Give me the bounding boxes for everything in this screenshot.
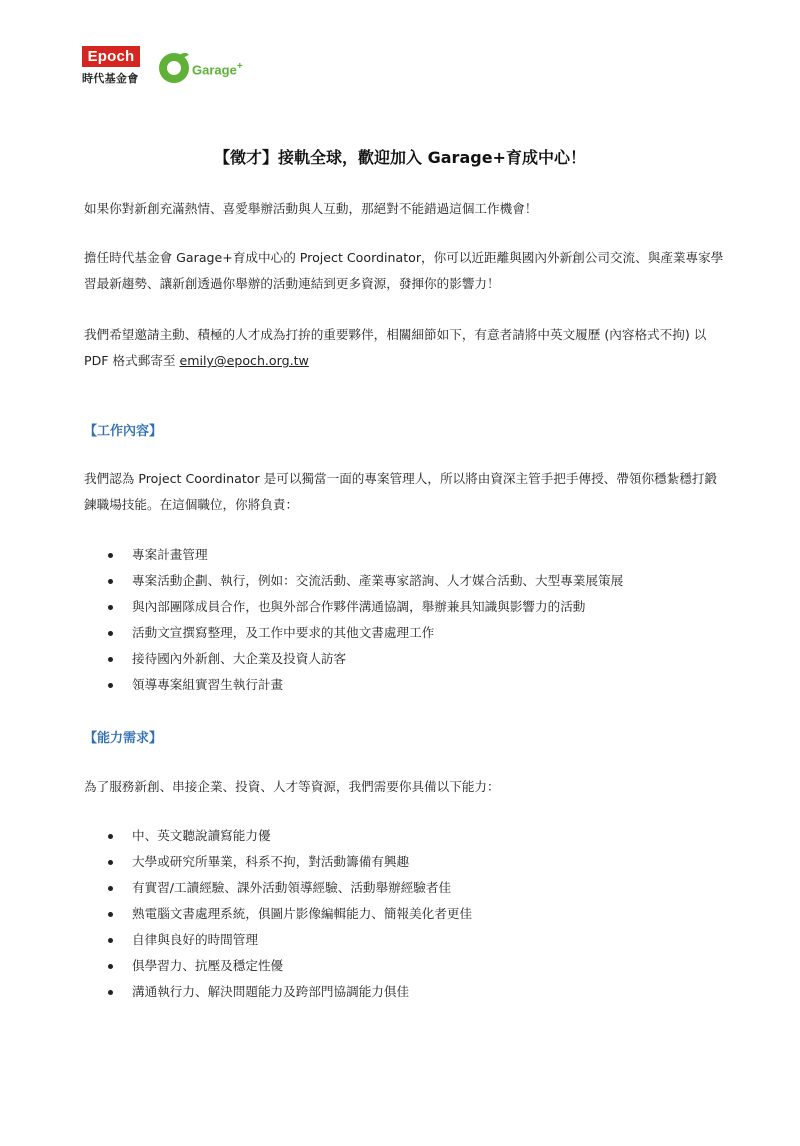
list-item-text: 溝通執行力、解決問題能力及跨部門協調能力俱佳 — [132, 984, 410, 999]
list-item-text: 專案計畫管理 — [132, 547, 208, 562]
garage-logo-text: Garage — [192, 62, 237, 78]
bullet-icon — [108, 990, 113, 995]
garage-logo-icon — [158, 50, 192, 84]
intro-paragraph-3 — [84, 322, 724, 374]
list-item-text: 中、英文聽說讀寫能力優 — [132, 828, 271, 843]
list-item — [84, 823, 472, 849]
bullet-icon — [108, 579, 113, 584]
list-item — [84, 849, 472, 875]
job-description: 我們認為 Project Coordinator 是可以獨當一面的專案管理人，所以將由資深主管手把手傳授、帶領你穩紮穩打鍛鍊職場技能。在這個職位，你將負責： — [84, 471, 718, 512]
job-duties-list — [84, 542, 623, 698]
bullet-icon — [108, 605, 113, 610]
list-item — [84, 620, 623, 646]
list-item — [84, 953, 472, 979]
bullet-icon — [108, 553, 113, 558]
list-item — [84, 875, 472, 901]
list-item-text: 專案活動企劃、執行，例如：交流活動、產業專家諮詢、人才媒合活動、大型專業展策展 — [132, 573, 624, 588]
skills-list — [84, 823, 472, 1005]
list-item-text: 領導專案組實習生執行計畫 — [132, 677, 284, 692]
garage-logo-plus: + — [236, 61, 243, 72]
epoch-logo — [82, 46, 140, 86]
list-item — [84, 646, 623, 672]
bullet-icon — [108, 912, 113, 917]
list-item — [84, 901, 472, 927]
email-link[interactable]: emily@epoch.org.tw — [179, 353, 309, 368]
list-item-text: 與內部團隊成員合作，也與外部合作夥伴溝通協調，舉辦兼具知識與影響力的活動 — [132, 599, 586, 614]
list-item — [84, 979, 472, 1005]
intro-paragraph-3-text: 我們希望邀請主動、積極的人才成為打拚的重要夥伴，相關細節如下，有意者請將中英文履歷 (內容格式不拘) 以 PDF 格式郵寄至 — [84, 327, 707, 368]
page-title: 【徵才】接軌全球，歡迎加入 Garage+育成中心！ — [214, 148, 586, 167]
list-item-text: 俱學習力、抗壓及穩定性優 — [132, 958, 284, 973]
list-item — [84, 594, 623, 620]
intro-paragraph-1: 如果你對新創充滿熱情、喜愛舉辦活動與人互動，那絕對不能錯過這個工作機會！ — [84, 201, 538, 216]
list-item-text: 熟電腦文書處理系統，俱圖片影像編輯能力、簡報美化者更佳 — [132, 906, 473, 921]
list-item-text: 活動文宣撰寫整理，及工作中要求的其他文書處理工作 — [132, 625, 435, 640]
bullet-icon — [108, 657, 113, 662]
intro-paragraph-2: 擔任時代基金會 Garage+育成中心的 Project Coordinator，你可以近距離與國內外新創公司交流、與產業專家學習最新趨勢、讓新創透過你舉辦的活動連結到更多資源，發揮你的影響力！ — [84, 250, 724, 291]
bullet-icon — [108, 964, 113, 969]
skills-section-heading: 【能力需求】 — [84, 731, 163, 746]
bullet-icon — [108, 834, 113, 839]
job-section-heading: 【工作內容】 — [84, 424, 163, 439]
list-item-text: 自律與良好的時間管理 — [132, 932, 258, 947]
garage-logo — [158, 50, 258, 86]
bullet-icon — [108, 683, 113, 688]
bullet-icon — [108, 886, 113, 891]
list-item-text: 大學或研究所畢業，科系不拘，對活動籌備有興趣 — [132, 854, 410, 869]
epoch-logo-subtext: 時代基金會 — [82, 72, 139, 85]
list-item-text: 接待國內外新創、大企業及投資人訪客 — [132, 651, 347, 666]
epoch-logo-text: Epoch — [82, 46, 140, 67]
list-item — [84, 568, 623, 594]
garage-logo-label — [192, 61, 243, 77]
list-item — [84, 672, 623, 698]
bullet-icon — [108, 938, 113, 943]
list-item — [84, 542, 623, 568]
list-item — [84, 927, 472, 953]
list-item-text: 有實習/工讀經驗、課外活動領導經驗、活動舉辦經驗者佳 — [132, 880, 452, 895]
bullet-icon — [108, 860, 113, 865]
skills-description: 為了服務新創、串接企業、投資、人才等資源，我們需要你具備以下能力： — [84, 779, 500, 794]
bullet-icon — [108, 631, 113, 636]
